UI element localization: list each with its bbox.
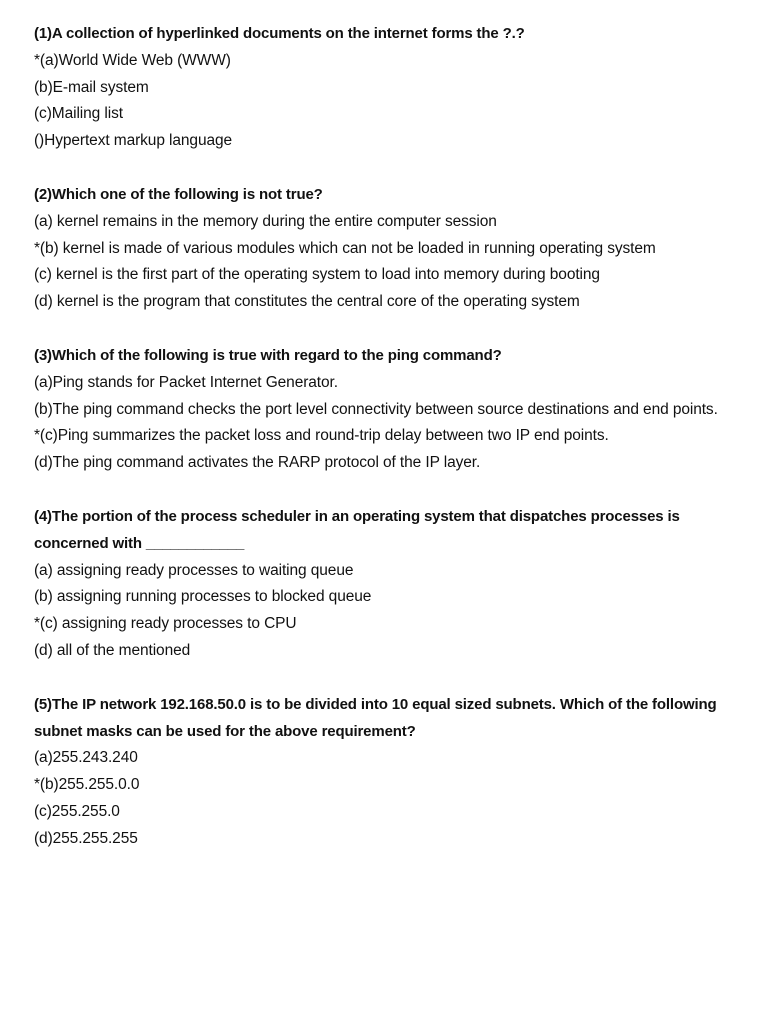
option-item: (c) kernel is the first part of the operating system to load into memory during booting [34, 266, 600, 284]
option-list [34, 558, 744, 665]
option-item: (d)255.255.255 [34, 829, 138, 847]
option-item: *(b) kernel is made of various modules which can not be loaded in running operating system [34, 239, 656, 257]
option-item: ()Hypertext markup language [34, 132, 233, 150]
option-item: *(c) assigning ready processes to CPU [34, 615, 297, 633]
option-list [34, 745, 744, 852]
question-block-5 [34, 692, 744, 853]
option-item: (b)The ping command checks the port level connectivity between source destinations and end points. [34, 400, 718, 418]
question-block-3 [34, 343, 744, 477]
option-item: (a)Ping stands for Packet Internet Generator. [34, 373, 338, 391]
option-item: (b)E-mail system [34, 78, 149, 96]
option-item: (a) kernel remains in the memory during the entire computer session [34, 212, 497, 230]
option-item: (c)Mailing list [34, 105, 123, 123]
option-list [34, 370, 744, 477]
question-block-4 [34, 504, 744, 665]
option-item: (a) assigning ready processes to waiting queue [34, 561, 354, 579]
option-item: (b) assigning running processes to blocked queue [34, 588, 372, 606]
quiz-document [34, 21, 744, 880]
option-item: *(b)255.255.0.0 [34, 776, 140, 794]
question-block-2 [34, 182, 744, 316]
option-item: (d) kernel is the program that constitutes the central core of the operating system [34, 293, 580, 311]
option-list [34, 48, 744, 155]
option-list [34, 209, 744, 316]
question-block-1 [34, 21, 744, 155]
option-item: (a)255.243.240 [34, 749, 138, 767]
option-item: (d)The ping command activates the RARP protocol of the IP layer. [34, 454, 481, 472]
option-item: *(a)World Wide Web (WWW) [34, 51, 231, 69]
question-text: (5)The IP network 192.168.50.0 is to be divided into 10 equal sized subnets. Which of the following subnet masks can be used for the above requirement? [34, 695, 717, 740]
option-item: (c)255.255.0 [34, 802, 120, 820]
question-text: (2)Which one of the following is not true? [34, 185, 323, 203]
option-item: *(c)Ping summarizes the packet loss and round-trip delay between two IP end points. [34, 427, 609, 445]
question-text: (4)The portion of the process scheduler in an operating system that dispatches processes is concerned with ____________ [34, 507, 680, 552]
option-item: (d) all of the mentioned [34, 641, 191, 659]
question-text: (3)Which of the following is true with regard to the ping command? [34, 346, 502, 364]
question-text: (1)A collection of hyperlinked documents on the internet forms the ?.? [34, 25, 525, 42]
